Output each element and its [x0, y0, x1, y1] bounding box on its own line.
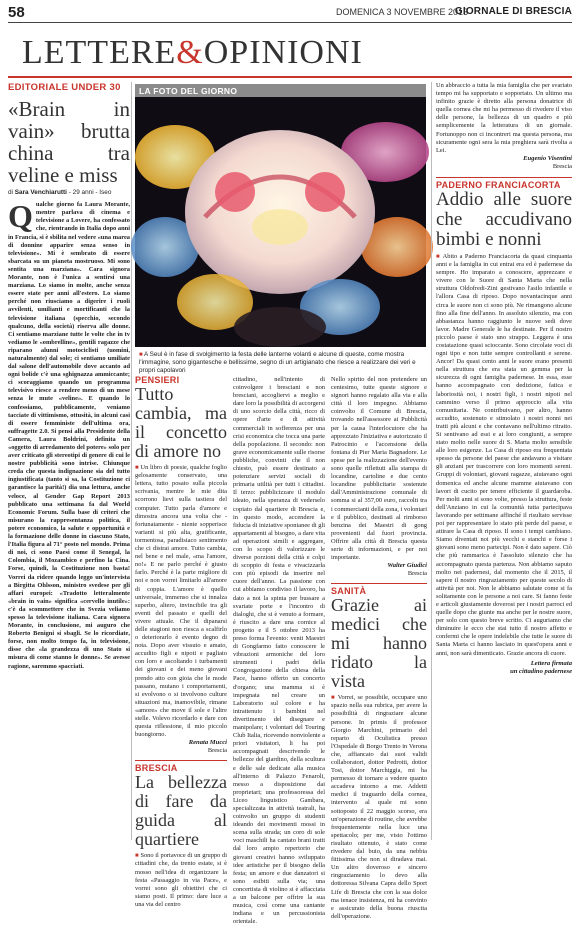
brescia-city: Brescia	[407, 570, 427, 578]
section-divider	[331, 583, 427, 584]
square-bullet-icon: ■	[331, 695, 336, 702]
paderno-headline: Addio alle suore che accudivano bimbi e nonni	[436, 188, 572, 250]
photo-band	[135, 84, 426, 97]
editorial-dropcap: Q	[8, 198, 33, 235]
sanita-kicker: SANITÀ	[331, 586, 367, 597]
section-word-2: OPINIONI	[203, 34, 363, 71]
brescia-headline: La bellezza di fare da guida al quartiere	[135, 772, 227, 850]
brescia-continued-text: cittadino, nell'intento di coinvolgere i bresciani e non bresciani, accogliervi a meglio e dare loro la possibilità di accorgersi di uno scorcio della città, ricco di opere d'arte e di attività commerciali in sofferenza per una crisi economica che tocca una parte della popolazione. Il secondo: non grave economicamente sulle risorse pubbliche, convinti che il non chiesto, può essere destinato a potenziare servizi sociali di primaria utilità per tutti i cittadini. Il terzo: pubblicizzare il modulo ideato, nella speranza di vederselo copiato dal quartiere di Brescia e, in questo modo, accendere la fiducia di iniziative spontanee di gli appartamenti al bisogno, a dare vita ad operazioni simili e aggregare, con lo scopo di valorizzare le diverse porzioni della città e colpi di scoppio di festa e vivacizzarla con più episodi da inserire nel cuore dell'anno. La passione con cui abbiamo condiviso il lavoro, ha dato a noi la spinta per bussare a svariate porte e l'incontro di dialoghi, che si è venuto a formare, è riuscito a dare una cornice al progetto e il 5 ottobre 2013 ha preso forma l'evento: venti Maestri di Gongfarmo fatto conoscere le vibrazioni armoniche del loro strumenti i padri della Congregazione della chiesa della Pace, hanno offerto un concerto d'organo; una mamma si è impegnata nel creare un Laboratorio sul colore e ha intrattenuto i bambini nel divertimento del disegnare e manipolare; i volontari del Touring Club Italia, ricevendo nonviolente a priori visitatori, li ha poi accompagnati descrivendo le bellezze del giardino, della scultura e delle sale dedicate alla musica all'interno di Palazzo Fenaroli, messo a disposizione dai proprietari; una professoressa del Liceo linguistico Gambara, specializzata in attività teatrali, ha coinvolto un gruppo di studenti ideando dei movimenti mossi in scena sulla strada; un coro di sole voci maschili ha cantato brani tratti dal loro ampio repertorio che giovani creativi hanno sviluppato idee artistiche per il bisogno della festa; un amore e due danzatori si sono esibiti sulla via; una concertista di violino si è affacciata a un balcone per offrire la sua musica, così come una cantante indiana e un percussionista orientale.	[233, 376, 325, 926]
section-divider	[436, 177, 572, 178]
sanita-headline: Grazie ai medici che mi hanno ridato la vista	[331, 595, 427, 692]
newspaper-name: GIORNALE DI BRESCIA	[454, 6, 572, 17]
sanita-body	[331, 694, 427, 921]
square-bullet-icon: ■	[436, 253, 441, 260]
square-bullet-icon: ■	[135, 853, 139, 860]
paderno-signature: Lettera firmata	[530, 659, 572, 667]
editorial-kicker: EDITORIALE UNDER 30	[8, 82, 121, 93]
brescia-final-text: Nello spirito del non pretendere un centesimo, tutte queste signore e signori hanno regalato alla via e alla città il loro impegno. Abbiamo coinvolto il Comune di Brescia, trovando nell'assessore ai Pubblicità per la causa l'interlocutore che ha apprezzato l'iniziativa e autorizzato il Patrocinio e l'accensione della fontana di Pier Maria Bagnadore. Le spese per la realizzazione dell'evento sono quelle riflettuti alla stampa di locandine, cartoline e due cento locandine pubblicitarie sostenute dall'Amministrazione comunale di somma si al 357,00 euro, raccolti tra i commercianti della zona, i volontari e il pubblico, destinati al rimborso benzina dei Maestri di gong provenienti dal fuori provincia. Offrire alla città di Brescia questa serie di informazioni, e per noi importante.	[331, 376, 427, 562]
header-rule	[8, 22, 572, 23]
pensieri-city: Brescia	[207, 747, 227, 755]
paderno-body	[436, 253, 572, 658]
photo-caption-text: A Seul è in fase di svolgimento la festa delle lanterne volanti e alcune di queste, come mostra l'immagine, sono gigantesche e bellissime, segno di un artigianato che riesce a realizzare dei veri e propri capolavori	[139, 351, 416, 374]
sanita-body-text: Vorrei, se possibile, occupare uno spazio nella sua rubrica, per avere la possibilità di ringraziare alcune persone. In primis il professor Giorgio Marchini, primario del reparto di Oculistica presso l'Ospedale di Borgo Trento in Verona che, affiancato dai suoi validi collaboratori, dottor Pedrotti, dottor Tosi, dottor Marchiggia, mi ha permesso di tornare a vedere quanto accadeva intorno a me. Addetti medici il traguardo della cornea, intervento al quale mi sono sottoposto il 22 maggio scorso, era un'operazione di routine, che avrebbe frequentemente nella luce una spettacolo; per me, visto l'ottimo risultato ottenuto, è stato come rivedere dal buio, da una nebbia fittissima che non si diradava mai. Un altro doveroso e sincero ringraziamento lo devo alla dottoressa Silvana Capra dello Sport Life di Brescia che con la sua dolce ma tenace insistenza, mi ha convinto e assicurato della buona riuscita dell'operazione.	[331, 694, 428, 920]
pensieri-kicker: PENSIERI	[135, 375, 180, 385]
page-number: 58	[8, 4, 25, 21]
section-word-1: LETTERE	[22, 34, 177, 71]
column-divider	[431, 82, 432, 840]
editorial-byline	[8, 189, 130, 197]
editorial-column	[8, 82, 130, 840]
sanita-column	[331, 376, 428, 920]
section-title	[22, 34, 363, 72]
pensieri-body	[135, 464, 227, 739]
sanita-city: Brescia	[552, 162, 572, 170]
brescia-signature: Walter Giudici	[387, 562, 427, 570]
brescia-body	[135, 852, 227, 909]
pensieri-body-text: Un libro di poesie, qualche foglio gelosamente conservato, una lettera, tutto posato sulla piccola scrivania, mentre le mie dita scorrono lievi sulla tastiera del computer. Tutto parla d'amore e dimostra ancora una volta che - fortunatamente - niente sopperisce varianti si più alta, gratificante, tormentosa, paradisiaco sentimento che ci distrai amore. Tutto cambia, nel bene e nel male, «ma l'amore, no!» E ne parlo perché è giusto farlo. Perché è la parte migliore di noi e non vorrei limitarlo all'amore di coppia. L'amore è quello universale, immenso che si innalza superbo, altero, invincibile tra gli eventi del passato e quelli del vivere attuale. Che il dipanarsi delle stagioni non riesca a scalfirlo o deteriorarlo è evento degno di nota. Dopo aver vissuto e amato, accudito figli e nipoti e pagliato con loro e ascoltando i turbamenti dei giovani e dei meno giovani prendo atto con gioia che le mode passano, mutano i comportamenti, si evolvono o si involvono culture situazioni ma, inamovibile, rimane «amore» che move il sole e l'altre stelle. Volevo ricordarlo e dare con questa riflessione, il mio piccolo buongiorno.	[135, 464, 227, 739]
section-divider	[135, 760, 227, 761]
section-rule	[8, 76, 572, 78]
sanita-continued-text: Un abbraccio a tutta la mia famiglia che per svariato tempo mi ha supportato e sopportato. Un ultimo ma infinito grazie è diretto alla persona donatrice di quella cornea che mi ha permesso di rivedere il viso delle persone, la bellezza di un quadro e più semplicemente la letteratura di un giornale. Fortunoppo non ci incontreri ma questa persona, ma sicuramente ogni sera la mia preghiera sarà rivolta a Lei.	[436, 82, 572, 154]
page-header	[8, 4, 572, 22]
editorial-body	[8, 198, 130, 670]
issue-date: DOMENICA 3 NOVEMBRE 2013	[335, 7, 468, 17]
lantern-photo	[135, 97, 426, 347]
paderno-kicker: PADERNO FRANCIACORTA	[436, 179, 561, 190]
byline-name: Sara Venchiarutti	[14, 189, 67, 197]
brescia-continued-column	[233, 376, 325, 926]
lantern-illustration	[135, 97, 426, 347]
byline-prefix: di	[8, 189, 15, 197]
paderno-body-text: Abito a Paderno Franciacorta da quasi cinquanta anni e la famiglia in cui entrai era ed è padernese da sempre. Ho imparato a conoscere, apprezzare e vivere con le Suore di Santa Marta che nella struttura Oldofredi-Zini gestivano l'asilo infantile e l'allora Casa di riposo. Dopo novantacinque anni circa le suore non ci sono più. Ne rimangono alcune fino alla fine dell'anno. In assoluto silenzio, ma con abbastanza hanno raggiunto le nuove sedi dove lavor. Madre Generale le ha destinate. Per il nostro piccolo paese è stato uno strappo. Leggera è una costatazione quasi scioccante. Sono circolate voci di ogni tipo e non tutte sempre controllanti e serene. Ancor! Da quasi cento anni le suore erano presenti nella struttura che era stata un gemma per la sicurezza di ogni famiglia padernese. In essa, esse hanno accompagnato con dedizione, fatica e laboriosità noi, i nostri figli, i nostri nipoti nel cammino verso il primo approccio alla vita comunitaria. Ne contribuivano, per altro, hanno accudito, sostenuto e stimolato i nostri nonni nei tratti più alcuni e che contavano nell'ultimo ritratto. Si sentivano ad essi e ai loro congiunti, a sempre stato molto nelle suore di S. Marta molto sensibile alle loro esigenze. La Casa di riposo era frequentata spesso da persone del paese che andavano a visitare gli anziani per trascorrere con loro momenti sereni. Gruppi di volontari, giovani ragazze, aiutavano ogni domenica ed anche alcune mamme aiutavano con lavori di cucito per tenere efficiente il guardaroba. Per molti anni si sono volte, presso la struttura, feste dell'Anziano in cui la comunità tutta partecipava lavorando per settimane affinché il risultato servisse poi per rappresentare lo stato più perde del paese, e attirare la Casa di riposo. Il sono i tempi cambiano. Siamo diventati noi più vecchi e stanchi e forse i giovani sono meno partecipi. Non è dato sapere. Ciò che più rammarica è l'assoluto silenzio che ha accompagnato questa partenza. Non abbiamo saputo molto nei padernesi, dal momento che il 2015, il sapere il nostro ringraziamento per queste secolo di attività per noi. Non le abbiamo salutate come si fa solitamente con le persone a noi care. Si fanno feste e articoli giustamente doverosi per i nostri parroci ed quelle dopo che giunte ma anche per le nostre suore, per solo con questo breve scritto. Ci auguriamo che diminuire le ecco che stai tutto il nostro affetto e confermi che le opere indelebile che tutte le suore di Santa Marta ci hanno lasciato in quest'opera anni e anni, non sarà dimenticato. Grazie ancora di cuore.	[436, 252, 573, 657]
editorial-headline: «Brain in vain» brutta china tra veline e miss	[8, 97, 130, 188]
editorial-body-text: ualche giorno fa Laura Morante, mentre parlava di cinema e televisione a Lovere, ha confessato che, rientrando in Italia dopo anni in Francia, si è sbilita nel vedere «una marea di donnine apparire senza senso in televisione». Mi è sembrato di essere sbarcata su un pianeta mostruoso. Mi sono sentita una marziana». Cara signora Morante, non è l'unica a sentirsi una marziana. Lo siamo in molte, anche senza essere state per anni all'estero. Lo siamo perché non riusciamo a digerire i ruoli avvilenti, umilianti e mortificanti che la televisione italiana (specchio, secondo qualcuno, della società) riserva alle donne. Ci sentiamo marziane tutte le volte che in tv vediamo le «ombrelline», gentili ragazze che riparano alunni motociclisti (uomini, naturalmente) dal sole; ci sentiamo umiliate dal salone dell'automobile dove accanto ad ogni bolide c'è una sghignazza ammiccante; ci scoraggiamo quando un programma televisivo riesce a rendere meno di un mese senza le mute «veline». E quando lo confessiamo, pubblicamente, veniamo tacciate di vittimismo, ottusità, in alcuni casi di essere femministe dell'ultima ora, suffragette 2.0. Si pensi alla Presidente della Camera, Laura Boldrini, definita un «oggetto di arredamento del potere» solo per aver criticato gli stereotipi di genere di cui le nostre pubblicità sono intrise. Chiunque creda che questa indignazione sia del tutto ingiustificata (tanto si sa, la Costituzione ci garantisce la parità!) dia una lettura, anche veloce, al Gender Gap Report 2013 pubblicato una settimana fa dal World Economic Forum. Sulla base di criteri che misurano la rappresentanza politica, il potere economico, la salute e opportunità e la formazione delle donne in ciascuno Stato, l'Italia figura al 71° posto nel mondo. Prima di noi, ci sono Paesi come il Senegal, la Colombia, il Mozambico e perfino la Cina. Forse, quindi, la Costituzione non basta! Vorrei da ridere quando leggo un'intervista a Birgitta Ohlsson, ministro svedese per gli affari europei: «Tradotto letteralmente «brain in vain» significa «cervello inutile»: c'è da scommettere che in Svezia veliamo spesso la televisione italiana. Cara signora Morante, in conclusione, mi auguro che Roberto Benigni si sbagli. Se lo ricordiate, forse, non molto tempo fa, in televisione, disse che «la grandezza di uno Stato si misura di come stanno le donne». Se avesse ragione, saremmo spacciati.	[8, 201, 130, 670]
column-divider	[131, 82, 132, 840]
sanita-signature: Eugenio Visentini	[523, 154, 572, 162]
section-ampersand: &	[176, 34, 204, 71]
pensieri-headline: Tutto cambia, ma il concetto di amore no	[135, 384, 227, 462]
photo-kicker: LA FOTO DEL GIORNO	[139, 86, 238, 96]
byline-rest: - 29 anni - Iseo	[66, 189, 112, 197]
right-column	[436, 82, 572, 840]
brescia-body-text: Sono il portavoce di un gruppo di cittadini che, da trento estate, si è mosso nell'idea di organizzare la festa «Passaggio in via Pace», e vorrei sono gli obiettivi che ci siamo posti. Il primo: dare luce a una via del centro	[135, 852, 227, 908]
square-bullet-icon: ■	[139, 352, 143, 358]
brescia-kicker: BRESCIA	[135, 763, 178, 774]
paderno-city: un cittadino padernese	[510, 667, 572, 675]
pensieri-column	[135, 375, 227, 908]
photo-caption	[139, 351, 425, 375]
square-bullet-icon: ■	[135, 465, 139, 472]
pensieri-signature: Renata Mucci	[188, 739, 227, 747]
